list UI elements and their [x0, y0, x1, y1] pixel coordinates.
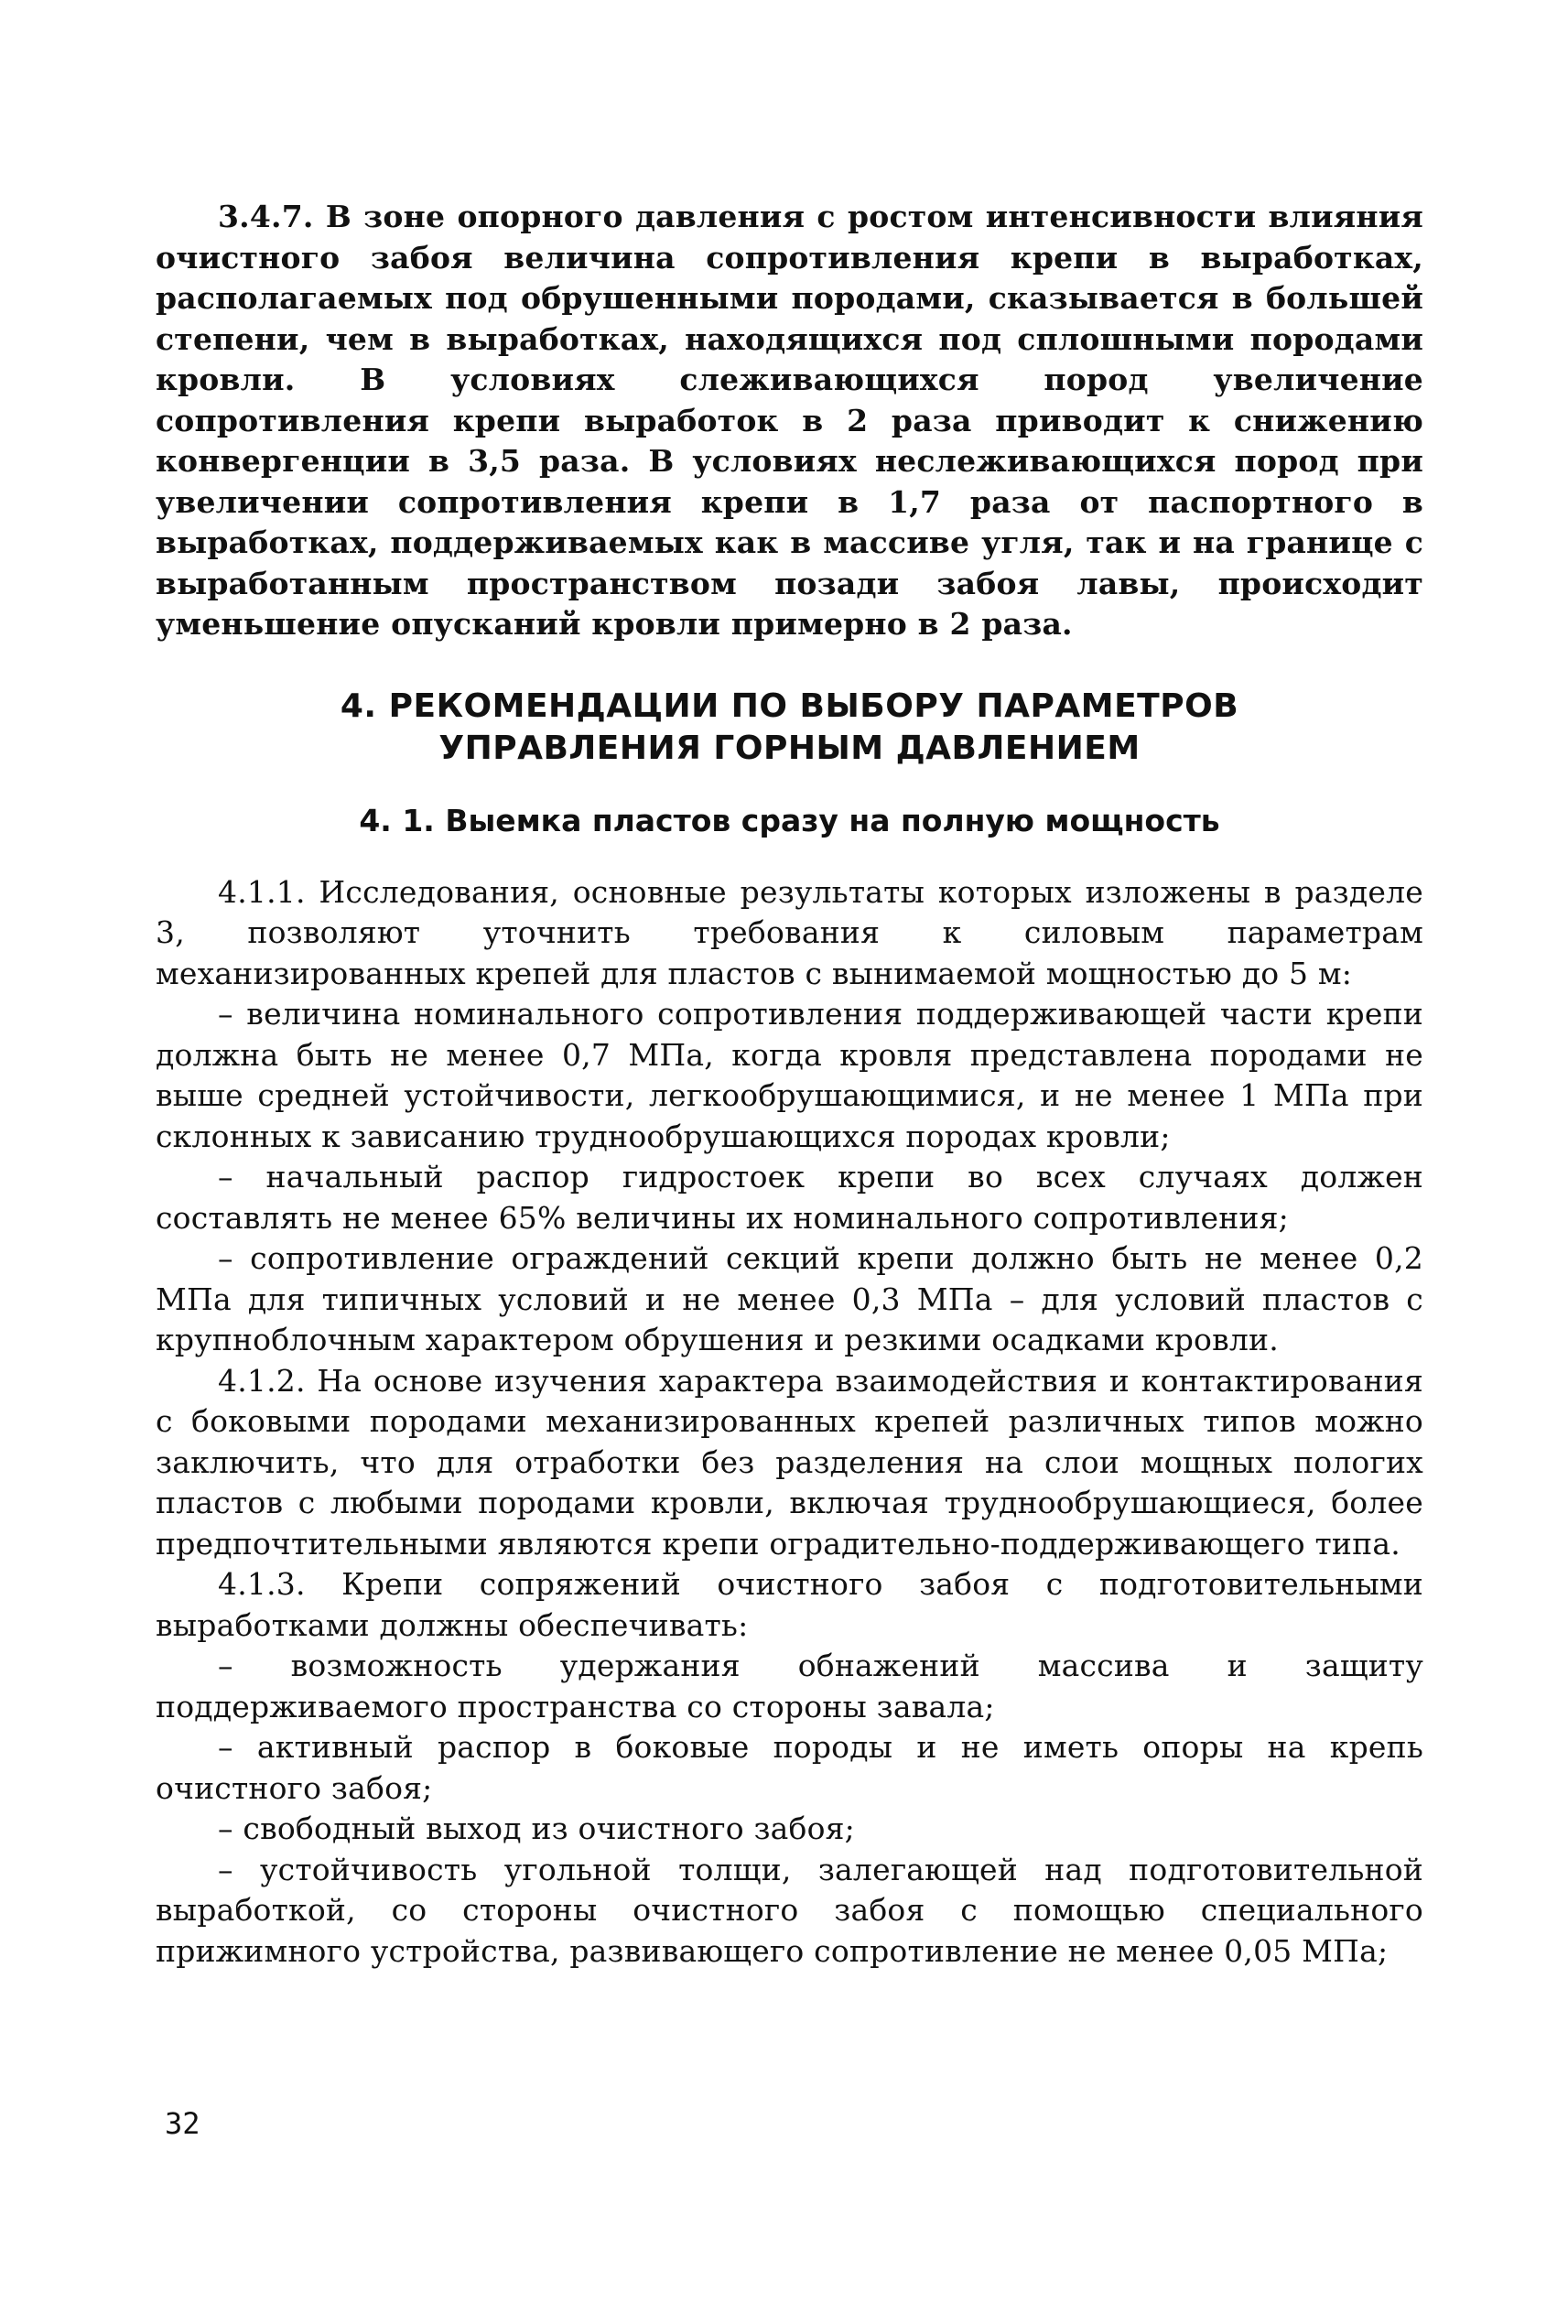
list-item-4-1-3-2: – активный распор в боковые породы и не иметь опоры на крепь очистного забоя; [156, 1729, 1423, 1806]
spacer [156, 841, 1423, 872]
subsection-4-1-title: 4. 1. Выемка пластов сразу на полную мощность [359, 802, 1220, 838]
list-item-4-1-3-4: – устойчивость угольной толщи, залегающей над подготовительной выработкой, со стороны очистного забоя с помощью специального прижимного устройства, развивающего сопротивление не менее 0,05 МПа; [156, 1851, 1423, 1969]
document-page [156, 197, 1423, 1972]
paragraph-4-1-3: 4.1.3. Крепи сопряжений очистного забоя с подготовительными выработками должны обеспечивать: [156, 1566, 1423, 1643]
paragraph-4-1-2: 4.1.2. На основе изучения характера взаимодействия и контактирования с боковыми породами механизированных крепей различных типов можно заключить, что для отработки без разделения на слои мощных пологих пластов с любыми породами кровли, включая труднообрушающиеся, более предпочтительными являются крепи оградительно-поддерживающего типа. [156, 1362, 1423, 1562]
page-number: 32 [165, 2106, 200, 2141]
section-4-title-line1: 4. РЕКОМЕНДАЦИИ ПО ВЫБОРУ ПАРАМЕТРОВ [340, 686, 1239, 725]
list-item-4-1-3-1: – возможность удержания обнажений массива и защиту поддерживаемого пространства со стороны завала; [156, 1648, 1423, 1724]
list-item-4-1-1-2: – начальный распор гидростоек крепи во всех случаях должен составлять не менее 65% величины их номинального сопротивления; [156, 1159, 1423, 1236]
list-item-4-1-3-3: – свободный выход из очистного забоя; [218, 1811, 856, 1846]
list-item-4-1-1-3: – сопротивление ограждений секций крепи должно быть не менее 0,2 МПа для типичных условий и не менее 0,3 МПа – для условий пластов с крупноблочным характером обрушения и резкими осадками кровли. [156, 1240, 1423, 1357]
section-4-title-line2: УПРАВЛЕНИЯ ГОРНЫМ ДАВЛЕНИЕМ [438, 729, 1141, 767]
paragraph-4-1-1: 4.1.1. Исследования, основные результаты которых изложены в разделе 3, позволяют уточнить требования к силовым параметрам механизированных крепей для пластов с вынимаемой мощностью до 5 м: [156, 873, 1423, 991]
paragraph-3-4-7: 3.4.7. В зоне опорного давления с ростом интенсивности влияния очистного забоя величина сопротивления крепи в выработках, располагаемых под обрушенными породами, сказывается в большей степени, чем в выработках, находящихся под сплошными породами кровли. В условиях слеживающихся пород увеличение сопротивления крепи выработок в 2 раза приводит к снижению конвергенции в 3,5 раза. В условиях неслеживающихся пород при увеличении сопротивления крепи в 1,7 раза от паспортного в выработках, поддерживаемых как в массиве угля, так и на границе с выработанным пространством позади забоя лавы, происходит уменьшение опусканий кровли примерно в 2 раза. [156, 199, 1423, 642]
list-item-4-1-1-1: – величина номинального сопротивления поддерживающей части крепи должна быть не менее 0,7 МПа, когда кровля представлена породами не выше средней устойчивости, легкообрушающимися, и не менее 1 МПа при склонных к зависанию труднообрушающихся породах кровли; [156, 996, 1423, 1154]
spacer [156, 645, 1423, 686]
spacer [156, 770, 1423, 801]
